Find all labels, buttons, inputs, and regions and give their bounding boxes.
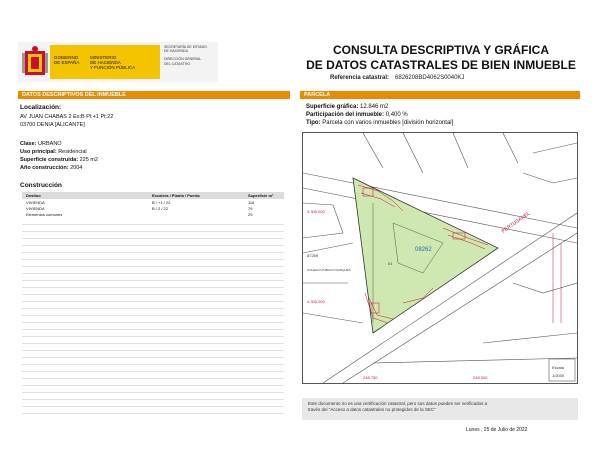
superficie-row: Superficie construida: 225 m2 <box>20 157 98 163</box>
coord-left-2: 4.300.000 <box>307 299 325 304</box>
ministry-line-1: MINISTERIO <box>90 55 117 60</box>
title-line-1: CONSULTA DESCRIPTIVA Y GRÁFICA <box>332 43 549 57</box>
gov-left-line-2: DE ESPAÑA <box>54 60 80 65</box>
cadastral-reference <box>330 75 464 81</box>
lot-number-label: 01 <box>388 261 393 266</box>
parcel-number-label: 08262 <box>415 247 432 253</box>
map-drawing <box>303 133 577 383</box>
anio-row: Año construcción: 2004 <box>20 165 83 171</box>
col-escalera: Escalera / Planta / Puerta <box>152 193 200 198</box>
cadastral-map <box>302 132 578 384</box>
note-line-1: Este documento no es una certificación catastral, pero sus datos pueden ser verificados a <box>308 401 488 406</box>
ref-value: 6826208BD4062S0040KJ <box>395 75 465 81</box>
document-date: Lunes , 25 de Julio de 2022 <box>466 427 528 433</box>
title-line-2: DE DATOS CATASTRALES DE BIEN INMUEBLE <box>306 58 576 72</box>
street-label: PERTUSANEL <box>500 210 532 235</box>
ministry-line-2: DE HACIENDA <box>90 60 121 65</box>
section-bar-descriptive: DATOS DESCRIPTIVOS DEL INMUEBLE <box>18 91 290 99</box>
sec-line-2: DE HACIENDA <box>164 49 188 54</box>
sec-line-4: DIRECCIÓN GENERAL <box>164 57 202 62</box>
sec-line-1: SECRETARÍA DE ESTADO <box>164 45 207 49</box>
coord-bottom-1: 248.750 <box>363 375 378 380</box>
scale-value: 1/2000 <box>552 373 565 378</box>
empty-table-lines <box>22 218 284 414</box>
construccion-label: Construcción <box>20 182 62 189</box>
sec-line-5: DEL CATASTRO <box>164 61 191 66</box>
tipo-row: Tipo: Parcela con varios inmuebles [división horizontal] <box>306 120 454 126</box>
coat-of-arms-icon <box>22 45 48 79</box>
uso-row: Uso principal: Residencial <box>20 149 87 155</box>
localizacion-label: Localización: <box>20 104 62 111</box>
school-label: COLEGIO PÚBLICO MARQUÉS <box>307 268 351 272</box>
col-superficie: Superficie m² <box>248 193 274 198</box>
coord-bottom-2: 248.900 <box>473 375 488 380</box>
address-line-2: 03700 DENIA [ALICANTE] <box>20 122 85 128</box>
clase-row: Clase: URBANO <box>20 141 62 147</box>
ref-label: Referencia catastral: <box>330 75 390 81</box>
address-line-1: AV JUAN CHABAS 2 Es:B Pl:+1 Pt:22 <box>20 114 114 120</box>
neighbour-parcel-label: 87259 <box>307 253 319 258</box>
superficie-grafica-row: Superficie gráfica: 12.846 m2 <box>306 104 389 110</box>
government-brand-block <box>50 45 160 79</box>
secretaria-block <box>164 45 216 79</box>
table-row: Elementos comunes 29 <box>26 212 253 217</box>
table-row: VIVIENDA B / +1 / 22 116 <box>26 200 255 205</box>
ministry-line-3: Y FUNCIÓN PÚBLICA <box>90 65 136 70</box>
note-line-2: través del "Acceso a datos catastrales no protegidos de la SEC" <box>308 407 436 412</box>
table-row: VIVIENDA B / 2 / 22 79 <box>26 206 253 211</box>
government-logo <box>18 42 218 82</box>
section-bar-parcela: PARCELA <box>300 91 580 99</box>
disclaimer-note <box>302 398 578 420</box>
gov-left-line-1: GOBIERNO <box>54 55 79 60</box>
participacion-row: Participación del inmueble: 0,400 % <box>306 112 408 118</box>
document-title <box>296 43 586 73</box>
col-destino: Destino <box>26 193 41 198</box>
coord-left-1: 4.300.000 <box>307 209 325 214</box>
construction-table-header <box>22 192 284 199</box>
scale-label: Escala <box>552 365 565 370</box>
